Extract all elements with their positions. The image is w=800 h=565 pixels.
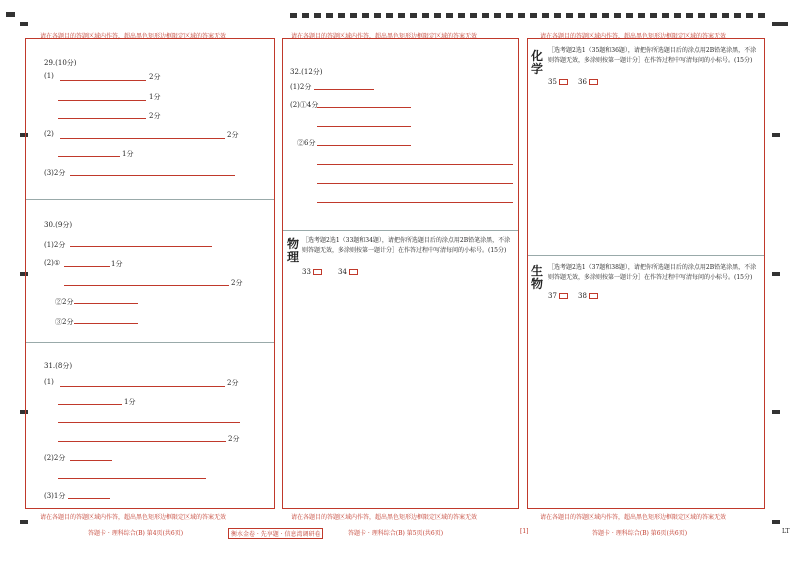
page-footer: 答题卡 · 理科综合(B) 第4页(共6页)	[88, 530, 184, 537]
score-label: 2分	[227, 379, 239, 387]
section-divider	[26, 342, 274, 343]
answer-line[interactable]	[60, 80, 146, 81]
timing-dash	[398, 13, 405, 18]
timing-dash	[290, 13, 297, 18]
timing-dash	[530, 13, 537, 18]
score-label: 2分	[228, 435, 240, 443]
instruction-text: ［选考题2选1（35题和36题），请把你所选题目后的涂点用2B铅笔涂黑，不涂则答题无效，多涂则按第一题计分］在作答过程中写清每问的小标号。(15分)	[548, 47, 757, 64]
timing-dash	[626, 13, 633, 18]
answer-line[interactable]	[317, 202, 513, 203]
registration-mark	[6, 12, 15, 17]
timing-dash	[422, 13, 429, 18]
part-label: ③2分	[55, 318, 74, 326]
answer-line[interactable]	[317, 107, 411, 108]
timing-dash	[662, 13, 669, 18]
part-label: (2)①4分	[290, 101, 319, 109]
question-title: 31.(8分)	[44, 362, 73, 370]
section-divider	[283, 230, 518, 231]
timing-dash	[518, 13, 525, 18]
timing-dash	[650, 13, 657, 18]
fill-box[interactable]	[559, 79, 568, 85]
timing-dash	[326, 13, 333, 18]
timing-dash	[434, 13, 441, 18]
answer-line[interactable]	[58, 404, 122, 405]
option-36[interactable]	[578, 78, 598, 86]
answer-line[interactable]	[60, 138, 225, 139]
timing-dash	[758, 13, 765, 18]
timing-dash	[458, 13, 465, 18]
answer-line[interactable]	[58, 478, 206, 479]
option-35[interactable]	[548, 78, 568, 86]
option-number: 37	[548, 292, 557, 300]
section-divider	[26, 199, 274, 200]
timing-dash	[362, 13, 369, 18]
timing-dash	[590, 13, 597, 18]
timing-dash	[314, 13, 321, 18]
registration-mark	[780, 22, 788, 26]
timing-dash	[746, 13, 753, 18]
part-label: (1)2分	[290, 83, 312, 91]
timing-dash	[614, 13, 621, 18]
score-label: 1分	[122, 150, 134, 158]
part-label: (3)1分	[44, 492, 66, 500]
timing-dash	[410, 13, 417, 18]
part-label: (1)	[44, 378, 54, 386]
timing-dash	[674, 13, 681, 18]
registration-mark	[772, 133, 780, 137]
option-37[interactable]	[548, 292, 568, 300]
answer-line[interactable]	[58, 441, 226, 442]
timing-dash	[494, 13, 501, 18]
top-warning: 请在各题目的答题区域内作答，超出黑色矩形边框限定区域的答案无效	[40, 33, 227, 40]
bottom-warning: 请在各题目的答题区域内作答，超出黑色矩形边框限定区域的答案无效	[540, 514, 727, 521]
top-warning: 请在各题目的答题区域内作答，超出黑色矩形边框限定区域的答案无效	[291, 33, 478, 40]
part-label: (1)2分	[44, 241, 66, 249]
timing-dash	[698, 13, 705, 18]
score-label: 2分	[227, 131, 239, 139]
score-label: 1分	[111, 260, 123, 268]
score-label: 2分	[149, 73, 161, 81]
timing-dash	[386, 13, 393, 18]
timing-dash	[602, 13, 609, 18]
part-label: (3)2分	[44, 169, 66, 177]
registration-mark	[772, 22, 780, 26]
answer-line[interactable]	[70, 175, 235, 176]
fill-box[interactable]	[313, 269, 322, 275]
option-number: 33	[302, 268, 311, 276]
fill-box[interactable]	[349, 269, 358, 275]
subject-label: 生物	[530, 264, 543, 291]
part-label: ②2分	[55, 298, 74, 306]
top-warning: 请在各题目的答题区域内作答，超出黑色矩形边框限定区域的答案无效	[540, 33, 727, 40]
option-38[interactable]	[578, 292, 598, 300]
part-label: (2)①	[44, 259, 61, 267]
section-divider	[528, 255, 764, 256]
answer-line[interactable]	[74, 323, 138, 324]
option-34[interactable]	[338, 268, 358, 276]
timing-dash	[446, 13, 453, 18]
timing-dash	[482, 13, 489, 18]
option-33[interactable]	[302, 268, 322, 276]
timing-dash	[374, 13, 381, 18]
timing-dash	[470, 13, 477, 18]
option-number: 35	[548, 78, 557, 86]
timing-dash	[686, 13, 693, 18]
answer-line[interactable]	[70, 246, 212, 247]
question-title: 32.(12分)	[290, 68, 323, 76]
option-number: 36	[578, 78, 587, 86]
timing-dash	[566, 13, 573, 18]
part-label: (2)2分	[44, 454, 66, 462]
timing-dash	[578, 13, 585, 18]
answer-line[interactable]	[58, 118, 146, 119]
registration-mark	[772, 520, 780, 524]
answer-line[interactable]	[60, 386, 225, 387]
timing-dash	[506, 13, 513, 18]
registration-mark	[20, 22, 28, 26]
score-label: 2分	[149, 112, 161, 120]
answer-line[interactable]	[58, 422, 240, 423]
option-number: 38	[578, 292, 587, 300]
part-label: ②6分	[297, 139, 316, 147]
timing-dash	[302, 13, 309, 18]
timing-dash	[710, 13, 717, 18]
timing-dash	[722, 13, 729, 18]
registration-mark	[20, 520, 28, 524]
subject-label: 化学	[530, 49, 543, 76]
answer-line[interactable]	[68, 498, 110, 499]
question-title: 29.(10分)	[44, 59, 77, 67]
timing-dash	[554, 13, 561, 18]
instruction-text: ［选考题2选1（33题和34题），请把你所选题目后的涂点用2B铅笔涂黑，不涂则答题无效，多涂则按第一题计分］在作答过程中写清每问的小标号。(15分)	[302, 237, 511, 254]
subject-label: 物理	[286, 237, 299, 264]
corner-code: LT	[782, 528, 790, 535]
score-label: 2分	[231, 279, 243, 287]
timing-dash	[734, 13, 741, 18]
answer-line[interactable]	[317, 183, 513, 184]
registration-mark	[772, 272, 780, 276]
timing-dash	[638, 13, 645, 18]
answer-line[interactable]	[317, 126, 411, 127]
answer-line[interactable]	[58, 156, 120, 157]
timing-dash	[350, 13, 357, 18]
instruction-text: ［选考题2选1（37题和38题），请把你所选题目后的涂点用2B铅笔涂黑，不涂则答题无效，多涂则按第一题计分］在作答过程中写清每问的小标号。(15分)	[548, 264, 757, 281]
timing-dash	[338, 13, 345, 18]
bottom-warning: 请在各题目的答题区域内作答，超出黑色矩形边框限定区域的答案无效	[40, 514, 227, 521]
fill-box[interactable]	[559, 293, 568, 299]
answer-line[interactable]	[317, 164, 513, 165]
score-label: 1分	[149, 93, 161, 101]
answer-line[interactable]	[64, 285, 229, 286]
page-number-badge: [1]	[520, 528, 529, 535]
answer-line[interactable]	[314, 89, 374, 90]
registration-mark	[772, 410, 780, 414]
fill-box[interactable]	[589, 79, 598, 85]
part-label: (2)	[44, 130, 54, 138]
page-footer: 答题卡 · 理科综合(B) 第6页(共6页)	[592, 530, 688, 537]
answer-line[interactable]	[70, 460, 112, 461]
answer-line[interactable]	[74, 303, 138, 304]
bottom-warning: 请在各题目的答题区域内作答，超出黑色矩形边框限定区域的答案无效	[291, 514, 478, 521]
part-label: (1)	[44, 72, 54, 80]
publisher-label: 衡水金卷 · 先享题 · 信息湾调研卷	[228, 528, 323, 539]
answer-line[interactable]	[58, 100, 146, 101]
page-footer: 答题卡 · 理科综合(B) 第5页(共6页)	[348, 530, 444, 537]
answer-line[interactable]	[317, 145, 411, 146]
score-label: 1分	[124, 398, 136, 406]
fill-box[interactable]	[589, 293, 598, 299]
answer-line[interactable]	[64, 266, 110, 267]
timing-dash	[542, 13, 549, 18]
question-title: 30.(9分)	[44, 221, 73, 229]
option-number: 34	[338, 268, 347, 276]
